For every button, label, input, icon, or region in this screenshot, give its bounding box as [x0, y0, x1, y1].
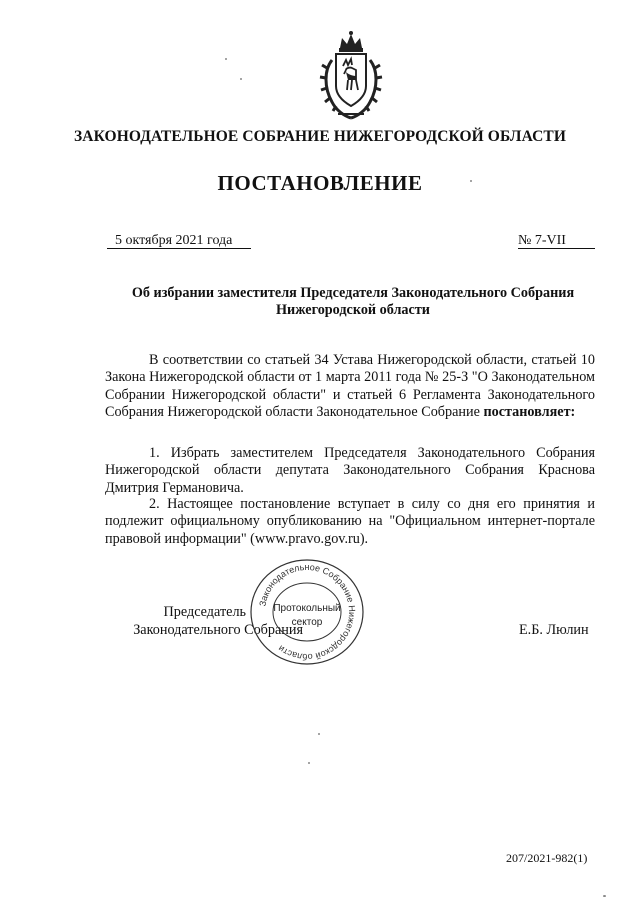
document-number: № 7-VII — [518, 233, 595, 249]
resolution-item-1: 1. Избрать заместителем Председателя Законодательного Собрания Нижегородской области депутата Законодательного Собрания Краснова Дмитрия Германовича. — [105, 445, 595, 496]
registration-code: 207/2021-982(1) — [506, 851, 588, 865]
stamp-center-line-2: сектор — [291, 617, 323, 628]
document-subject — [100, 285, 606, 319]
subject-line-2: Нижегородской области — [276, 302, 430, 318]
subject-line-1: Об избрании заместителя Председателя Законодательного Собрания — [131, 285, 575, 301]
scan-speck — [225, 58, 227, 60]
document-date: 5 октября 2021 года — [107, 233, 251, 249]
preamble-paragraph — [105, 352, 595, 421]
resolution-item-2: 2. Настоящее постановление вступает в силу со дня его принятия и подлежит официальному опубликованию на "Официальном интернет-портале правовой информации" (www.pravo.gov.ru). — [105, 496, 595, 547]
signatory-title-line-1: Председатель — [163, 604, 246, 620]
official-stamp — [243, 555, 371, 669]
scan-speck — [308, 762, 310, 764]
organization-name: ЗАКОНОДАТЕЛЬНОЕ СОБРАНИЕ НИЖЕГОРОДСКОЙ ОБЛАСТИ — [74, 128, 566, 145]
stamp-ring-text: Законодательное Собрание Нижегородской области — [257, 561, 358, 663]
scan-speck — [318, 733, 320, 735]
signatory-name: Е.Б. Люлин — [519, 622, 589, 638]
preamble-text: В соответствии со статьей 34 Устава Нижегородской области, статьей 10 Закона Нижегородской области от 1 марта 2011 года № 25-З "О Законодательном Собрании Нижегородской области" и статьей 6 Регламента Законодательного Собрания Нижегородской области Законодательное Собрание — [105, 352, 595, 420]
scan-speck — [240, 78, 242, 80]
signatory-title-line-2: Законодательного Собрания — [133, 622, 303, 638]
scan-speck — [603, 895, 606, 897]
stamp-center-line-1: Протокольный — [273, 603, 341, 614]
document-type: ПОСТАНОВЛЕНИЕ — [217, 171, 423, 195]
resolves-keyword: постановляет: — [483, 403, 576, 420]
coat-of-arms-emblem — [318, 30, 384, 122]
scan-speck — [470, 180, 472, 182]
